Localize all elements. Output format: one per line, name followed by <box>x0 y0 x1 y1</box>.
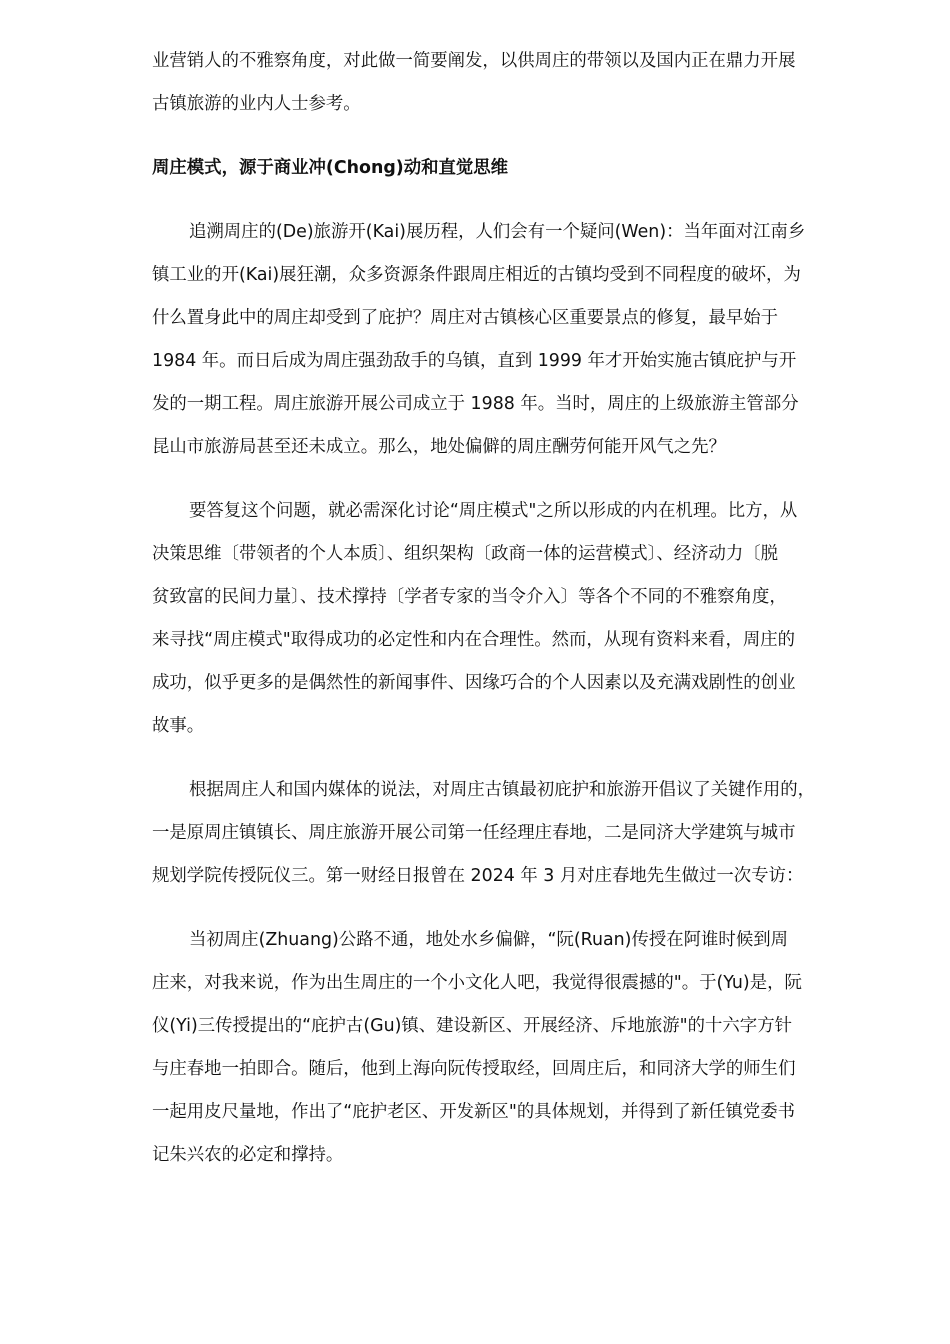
text-line: 规划学院传授阮仪三。第一财经日报曾在 2024 年 3 月对庄春地先生做过一次专访： <box>152 866 804 886</box>
text-line: 要答复这个问题，就必需深化讨论“周庄模式"之所以形成的内在机理。比方，从 <box>189 501 798 521</box>
text-line: 根据周庄人和国内媒体的说法，对周庄古镇最初庇护和旅游开倡议了关键作用的， <box>189 780 816 800</box>
text-line: 一是原周庄镇镇长、周庄旅游开展公司第一任经理庄春地，二是同济大学建筑与城市 <box>152 823 796 843</box>
intro-paragraph <box>152 40 872 126</box>
text-line: 1984 年。而日后成为周庄强劲敌手的乌镇，直到 1999 年才开始实施古镇庇护与开 <box>152 351 797 371</box>
text-line: 故事。 <box>152 716 205 736</box>
body-paragraph-4 <box>152 919 872 1177</box>
text-line: 发的一期工程。周庄旅游开展公司成立于 1988 年。当时，周庄的上级旅游主管部分 <box>152 394 799 414</box>
paragraph-gap <box>152 190 872 211</box>
paragraph-gap <box>152 898 872 919</box>
section-heading: 周庄模式，源于商业冲(Chong)动和直觉思维 <box>152 158 509 178</box>
paragraph-gap <box>152 748 872 769</box>
text-line: 决策思维〔带领者的个人本质〕、组织架构〔政商一体的运营模式〕、经济动力〔脱 <box>152 544 779 564</box>
text-line: 庄来，对我来说，作为出生周庄的一个小文化人吧，我觉得很震撼的"。于(Yu)是，阮 <box>152 973 802 993</box>
body-paragraph-3 <box>152 769 872 898</box>
document-page <box>152 40 872 1177</box>
text-line: 贫致富的民间力量〕、技术撑持〔学者专家的当令介入〕等各个不同的不雅察角度， <box>152 587 787 607</box>
text-line: 当初周庄(Zhuang)公路不通，地处水乡偏僻，“阮(Ruan)传授在阿谁时候到周 <box>189 930 788 950</box>
text-line: 什么置身此中的周庄却受到了庇护？周庄对古镇核心区重要景点的修复，最早始于 <box>152 308 779 328</box>
text-line: 成功，似乎更多的是偶然性的新闻事件、因缘巧合的个人因素以及充满戏剧性的创业 <box>152 673 796 693</box>
body-paragraph-2 <box>152 490 872 748</box>
text-line: 仪(Yi)三传授提出的“庇护古(Gu)镇、建设新区、开展经济、斥地旅游"的十六字方针 <box>152 1016 792 1036</box>
text-line: 与庄春地一拍即合。随后，他到上海向阮传授取经，回周庄后，和同济大学的师生们 <box>152 1059 796 1079</box>
text-line: 镇工业的开(Kai)展狂潮，众多资源条件跟周庄相近的古镇均受到不同程度的破坏，为 <box>152 265 801 285</box>
paragraph-gap <box>152 126 872 147</box>
text-line: 一起用皮尺量地，作出了“庇护老区、开发新区"的具体规划，并得到了新任镇党委书 <box>152 1102 796 1122</box>
text-line: 记朱兴农的必定和撑持。 <box>152 1145 344 1165</box>
body-paragraph-1 <box>152 211 872 469</box>
text-line: 业营销人的不雅察角度，对此做一简要阐发，以供周庄的带领以及国内正在鼎力开展 <box>152 51 796 71</box>
text-line: 古镇旅游的业内人士参考。 <box>152 94 361 114</box>
text-line: 追溯周庄的(De)旅游开(Kai)展历程，人们会有一个疑问(Wen)：当年面对江南乡 <box>189 222 806 242</box>
paragraph-gap <box>152 469 872 490</box>
text-line: 来寻找“周庄模式"取得成功的必定性和内在合理性。然而，从现有资料来看，周庄的 <box>152 630 796 650</box>
text-line: 昆山市旅游局甚至还未成立。那么，地处偏僻的周庄酬劳何能开风气之先？ <box>152 437 726 457</box>
